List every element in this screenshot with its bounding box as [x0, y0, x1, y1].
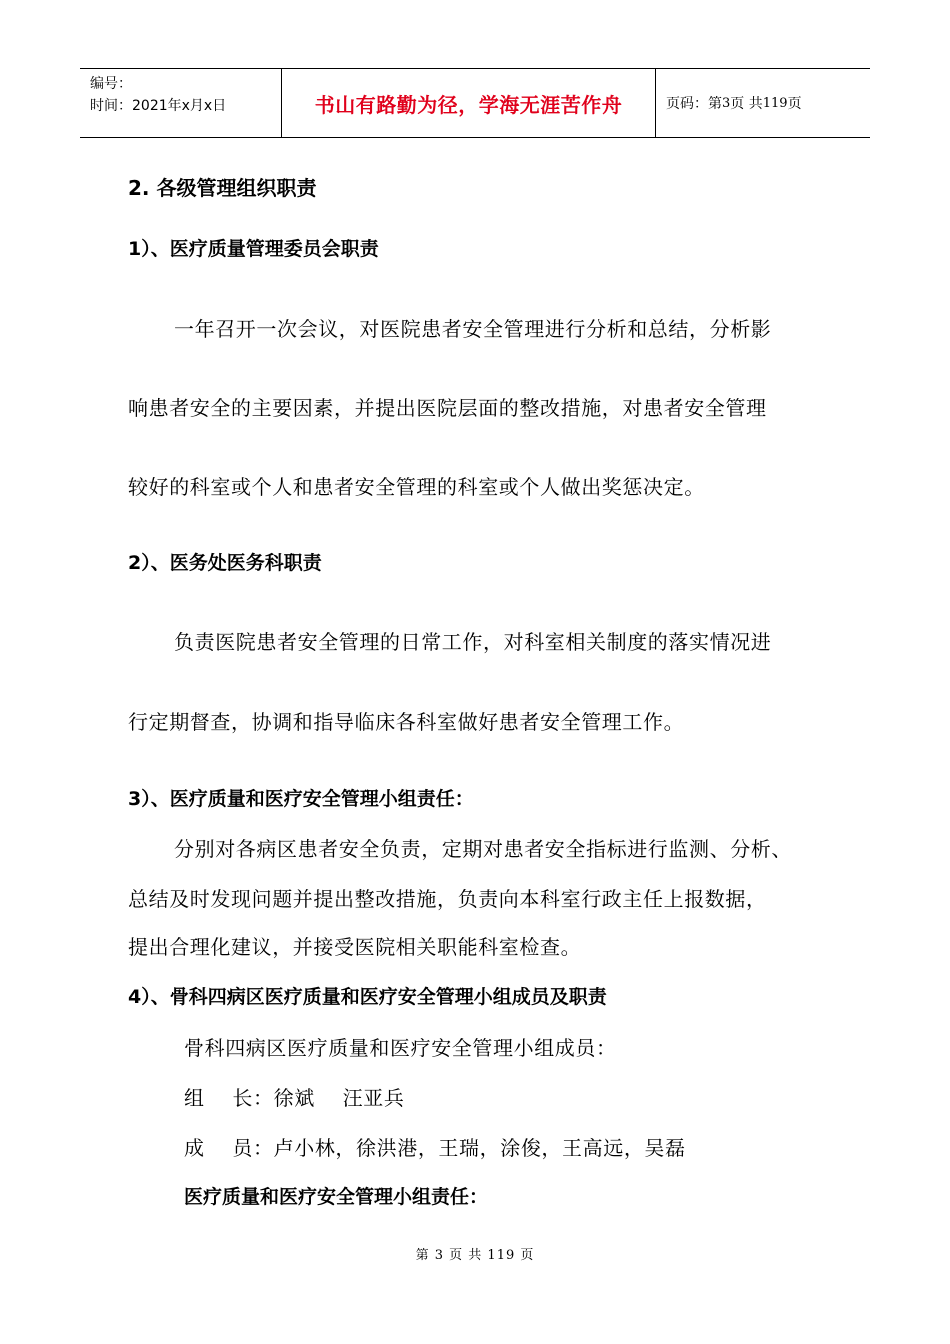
section-4-subheading: 医疗质量和医疗安全管理小组责任： — [184, 1186, 489, 1208]
section-1-paragraph-line: 一年召开一次会议，对医院患者安全管理进行分析和总结，分析影 — [174, 317, 772, 341]
section-2-heading: 2）、医务处医务科职责 — [128, 552, 322, 574]
section-2-paragraph-line: 负责医院患者安全管理的日常工作，对科室相关制度的落实情况进 — [174, 630, 772, 654]
header-motto-cell — [282, 69, 656, 137]
document-time-label: 时间：2021年x月x日 — [90, 98, 227, 114]
section-1-heading: 1）、医疗质量管理委员会职责 — [128, 238, 379, 260]
page-footer: 第 3 页 共 119 页 — [415, 1248, 535, 1263]
section-2-paragraph-line: 行定期督查，协调和指导临床各科室做好患者安全管理工作。 — [128, 710, 685, 734]
page-label-suffix: 页 — [787, 96, 802, 112]
section-4-leaders: 组 长：徐斌 汪亚兵 — [184, 1086, 405, 1110]
document-number-label: 编号： — [90, 76, 132, 92]
section-title: 2. 各级管理组织职责 — [128, 176, 317, 200]
page-total: 119 — [762, 95, 788, 111]
page-header — [80, 68, 870, 138]
section-3-heading: 3）、医疗质量和医疗安全管理小组责任： — [128, 788, 474, 810]
header-page-info — [656, 69, 870, 137]
section-1-paragraph-line: 响患者安全的主要因素，并提出医院层面的整改措施，对患者安全管理 — [128, 396, 767, 420]
section-4-heading: 4）、骨科四病区医疗质量和医疗安全管理小组成员及职责 — [128, 986, 607, 1008]
section-3-paragraph-line: 提出合理化建议，并接受医院相关职能科室检查。 — [128, 935, 582, 959]
header-motto: 书山有路勤为径，学海无涯苦作舟 — [314, 92, 623, 117]
section-1-paragraph-line: 较好的科室或个人和患者安全管理的科室或个人做出奖惩决定。 — [128, 475, 705, 499]
section-3-paragraph-line: 分别对各病区患者安全负责，定期对患者安全指标进行监测、分析、 — [174, 837, 792, 861]
page-label-prefix: 页码：第 — [666, 96, 722, 112]
section-4-members: 成 员：卢小林，徐洪港，王瑞，涂俊，王高远，吴磊 — [184, 1136, 686, 1160]
page-current: 3 — [722, 95, 731, 111]
section-3-paragraph-line: 总结及时发现问题并提出整改措施，负责向本科室行政主任上报数据， — [128, 887, 767, 911]
page-label-mid: 页 共 — [730, 96, 763, 112]
header-meta — [80, 69, 282, 137]
section-4-members-intro: 骨科四病区医疗质量和医疗安全管理小组成员： — [184, 1036, 617, 1060]
